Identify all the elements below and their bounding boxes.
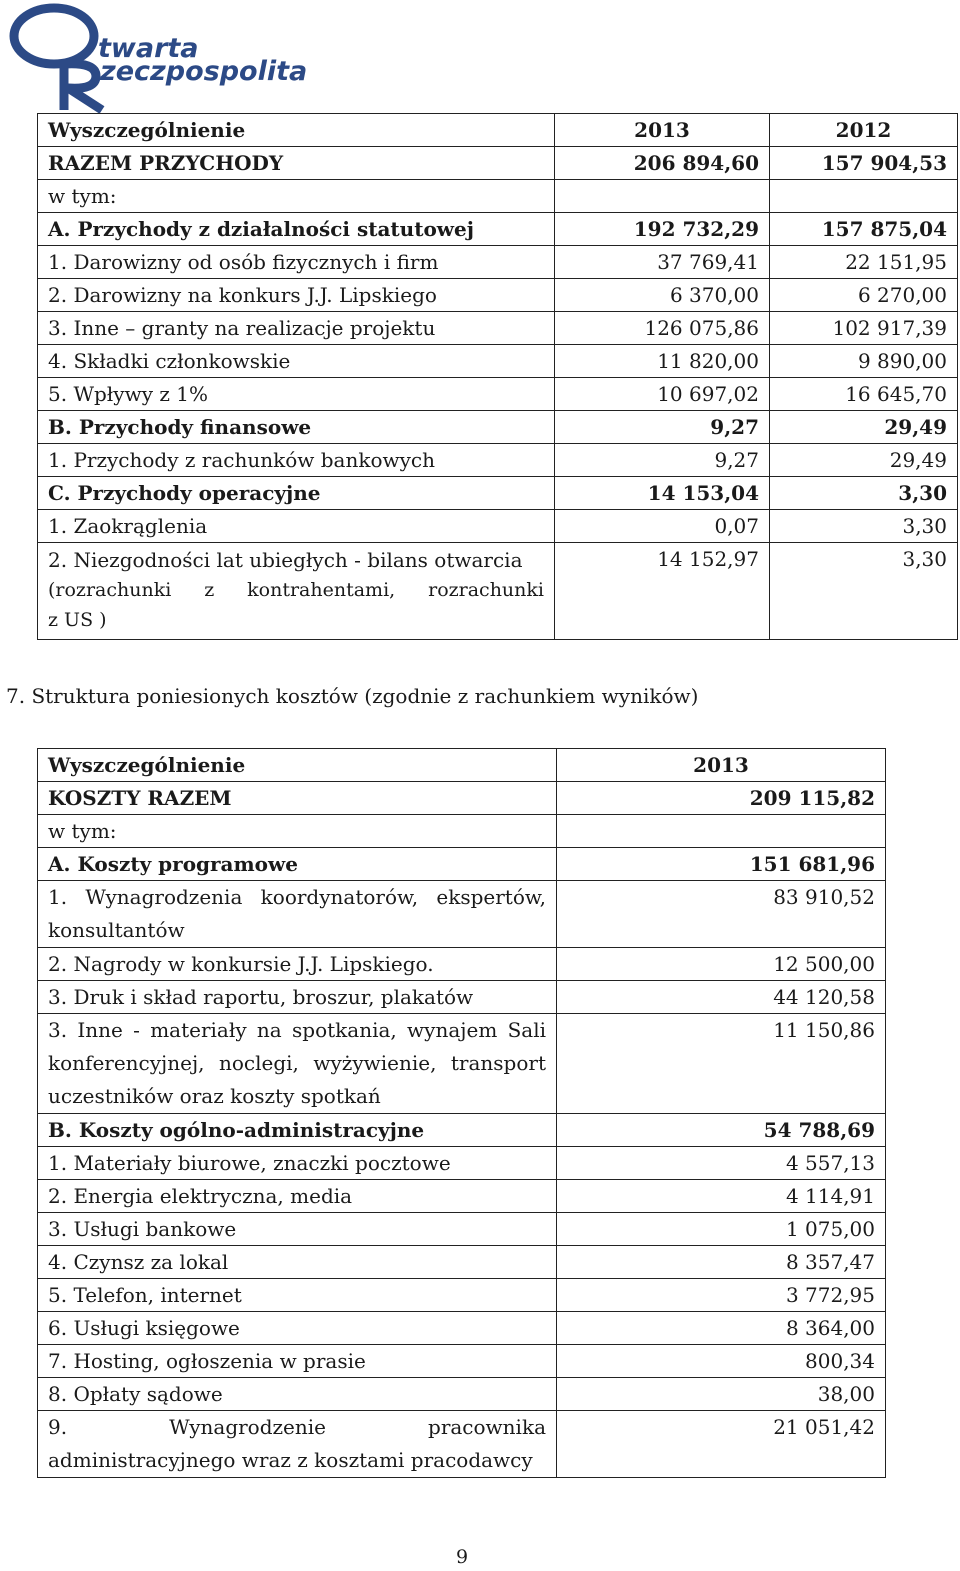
row-label: 1. Darowizny od osób fizycznych i firm (38, 246, 555, 279)
header-label: Wyszczególnienie (38, 114, 555, 147)
row-label: 3. Druk i skład raportu, broszur, plakatów (38, 981, 557, 1014)
value-2013: 192 732,29 (555, 213, 770, 246)
cost-row (38, 1345, 886, 1378)
header-2013: 2013 (555, 114, 770, 147)
row-label: 5. Telefon, internet (38, 1279, 557, 1312)
value-2013: 37 769,41 (555, 246, 770, 279)
revenue-row (38, 312, 958, 345)
row-label: A. Przychody z działalności statutowej (38, 213, 555, 246)
cost-row (38, 1246, 886, 1279)
value-2013 (557, 815, 886, 848)
value-2013: 9,27 (555, 411, 770, 444)
value-2012: 157 875,04 (770, 213, 958, 246)
row-label: C. Przychody operacyjne (38, 477, 555, 510)
cost-row (38, 948, 886, 981)
cost-row (38, 782, 886, 815)
row-label: 7. Hosting, ogłoszenia w prasie (38, 1345, 557, 1378)
value-2012 (770, 180, 958, 213)
header-label: Wyszczególnienie (38, 749, 557, 782)
value-2012: 29,49 (770, 444, 958, 477)
cost-header-row (38, 749, 886, 782)
cost-table-body (38, 749, 886, 1478)
row-label: w tym: (38, 815, 557, 848)
revenue-table (37, 113, 958, 640)
revenue-row (38, 477, 958, 510)
value-2013: 4 114,91 (557, 1180, 886, 1213)
value-2013: 44 120,58 (557, 981, 886, 1014)
value-2013: 14 153,04 (555, 477, 770, 510)
cost-row (38, 1411, 886, 1478)
revenue-row (38, 411, 958, 444)
value-2013: 4 557,13 (557, 1147, 886, 1180)
value-2013: 1 075,00 (557, 1213, 886, 1246)
revenue-row (38, 543, 958, 640)
value-2013: 11 150,86 (557, 1014, 886, 1114)
value-2013: 38,00 (557, 1378, 886, 1411)
otwarta-rzeczpospolita-logo (6, 2, 370, 114)
value-2012: 22 151,95 (770, 246, 958, 279)
value-2013: 9,27 (555, 444, 770, 477)
value-2013: 14 152,97 (555, 543, 770, 640)
value-2012: 3,30 (770, 477, 958, 510)
row-label-line-2: (rozrachunki z kontrahentami, rozrachunki (48, 579, 544, 601)
row-label: 6. Usługi księgowe (38, 1312, 557, 1345)
value-2013: 3 772,95 (557, 1279, 886, 1312)
row-label: 2. Energia elektryczna, media (38, 1180, 557, 1213)
value-2013: 21 051,42 (557, 1411, 886, 1478)
logo-r-bowl (64, 64, 102, 110)
row-label: 3. Inne – granty na realizacje projektu (38, 312, 555, 345)
revenue-header-row (38, 114, 958, 147)
value-2013: 6 370,00 (555, 279, 770, 312)
row-label: w tym: (38, 180, 555, 213)
value-2012: 16 645,70 (770, 378, 958, 411)
value-2013: 12 500,00 (557, 948, 886, 981)
cost-row (38, 1014, 886, 1114)
row-label: 3. Usługi bankowe (38, 1213, 557, 1246)
revenue-row (38, 510, 958, 543)
cost-table (37, 748, 886, 1478)
row-label: 2. Nagrody w konkursie J.J. Lipskiego. (38, 948, 557, 981)
row-label: 2. Darowizny na konkurs J.J. Lipskiego (38, 279, 555, 312)
logo-line-1: twarta (98, 33, 199, 64)
revenue-table-body (38, 114, 958, 640)
row-label: 4. Czynsz za lokal (38, 1246, 557, 1279)
row-label: 1. Zaokrąglenia (38, 510, 555, 543)
row-label: 1. Wynagrodzenia koordynatorów, ekspertów, konsultantów (38, 881, 557, 948)
logo-o-ring (14, 8, 94, 64)
row-label-line-3: z US ) (48, 609, 107, 631)
row-label: 8. Opłaty sądowe (38, 1378, 557, 1411)
cost-row (38, 1312, 886, 1345)
cost-row (38, 848, 886, 881)
revenue-row (38, 279, 958, 312)
revenue-row (38, 180, 958, 213)
revenue-row (38, 147, 958, 180)
row-label: B. Koszty ogólno-administracyjne (38, 1114, 557, 1147)
cost-row (38, 881, 886, 948)
cost-row (38, 1114, 886, 1147)
value-2013: 209 115,82 (557, 782, 886, 815)
value-2013: 8 357,47 (557, 1246, 886, 1279)
value-2013: 126 075,86 (555, 312, 770, 345)
value-2012: 9 890,00 (770, 345, 958, 378)
value-2013: 800,34 (557, 1345, 886, 1378)
revenue-row (38, 213, 958, 246)
value-2013: 54 788,69 (557, 1114, 886, 1147)
cost-row (38, 815, 886, 848)
row-label: 5. Wpływy z 1% (38, 378, 555, 411)
cost-row (38, 1180, 886, 1213)
row-label: B. Przychody finansowe (38, 411, 555, 444)
cost-row (38, 981, 886, 1014)
header-2013: 2013 (557, 749, 886, 782)
value-2013: 151 681,96 (557, 848, 886, 881)
row-label-line-1: 2. Niezgodności lat ubiegłych - bilans otwarcia (48, 548, 523, 572)
row-label (38, 543, 555, 640)
section-heading-costs: 7. Struktura poniesionych kosztów (zgodnie z rachunkiem wyników) (6, 684, 699, 708)
cost-row (38, 1147, 886, 1180)
value-2012: 3,30 (770, 510, 958, 543)
value-2012: 102 917,39 (770, 312, 958, 345)
row-label: 1. Przychody z rachunków bankowych (38, 444, 555, 477)
page-number: 9 (456, 1546, 469, 1568)
value-2012: 157 904,53 (770, 147, 958, 180)
row-label: KOSZTY RAZEM (38, 782, 557, 815)
value-2013: 11 820,00 (555, 345, 770, 378)
value-2013: 206 894,60 (555, 147, 770, 180)
value-2012: 3,30 (770, 543, 958, 640)
value-2013: 10 697,02 (555, 378, 770, 411)
value-2012: 6 270,00 (770, 279, 958, 312)
value-2013: 0,07 (555, 510, 770, 543)
cost-row (38, 1279, 886, 1312)
row-label: 3. Inne - materiały na spotkania, wynajem Sali konferencyjnej, noclegi, wyżywienie, transport uczestników oraz koszty spotkań (38, 1014, 557, 1114)
value-2013: 8 364,00 (557, 1312, 886, 1345)
value-2012: 29,49 (770, 411, 958, 444)
revenue-row (38, 444, 958, 477)
revenue-row (38, 378, 958, 411)
revenue-row (38, 246, 958, 279)
row-label: 9. Wynagrodzenie pracownika administracyjnego wraz z kosztami pracodawcy (38, 1411, 557, 1478)
row-label: A. Koszty programowe (38, 848, 557, 881)
row-label: RAZEM PRZYCHODY (38, 147, 555, 180)
logo-line-2: zeczpospolita (100, 56, 308, 87)
cost-row (38, 1378, 886, 1411)
revenue-row (38, 345, 958, 378)
row-label: 1. Materiały biurowe, znaczki pocztowe (38, 1147, 557, 1180)
value-2013 (555, 180, 770, 213)
row-label: 4. Składki członkowskie (38, 345, 555, 378)
cost-row (38, 1213, 886, 1246)
header-2012: 2012 (770, 114, 958, 147)
value-2013: 83 910,52 (557, 881, 886, 948)
